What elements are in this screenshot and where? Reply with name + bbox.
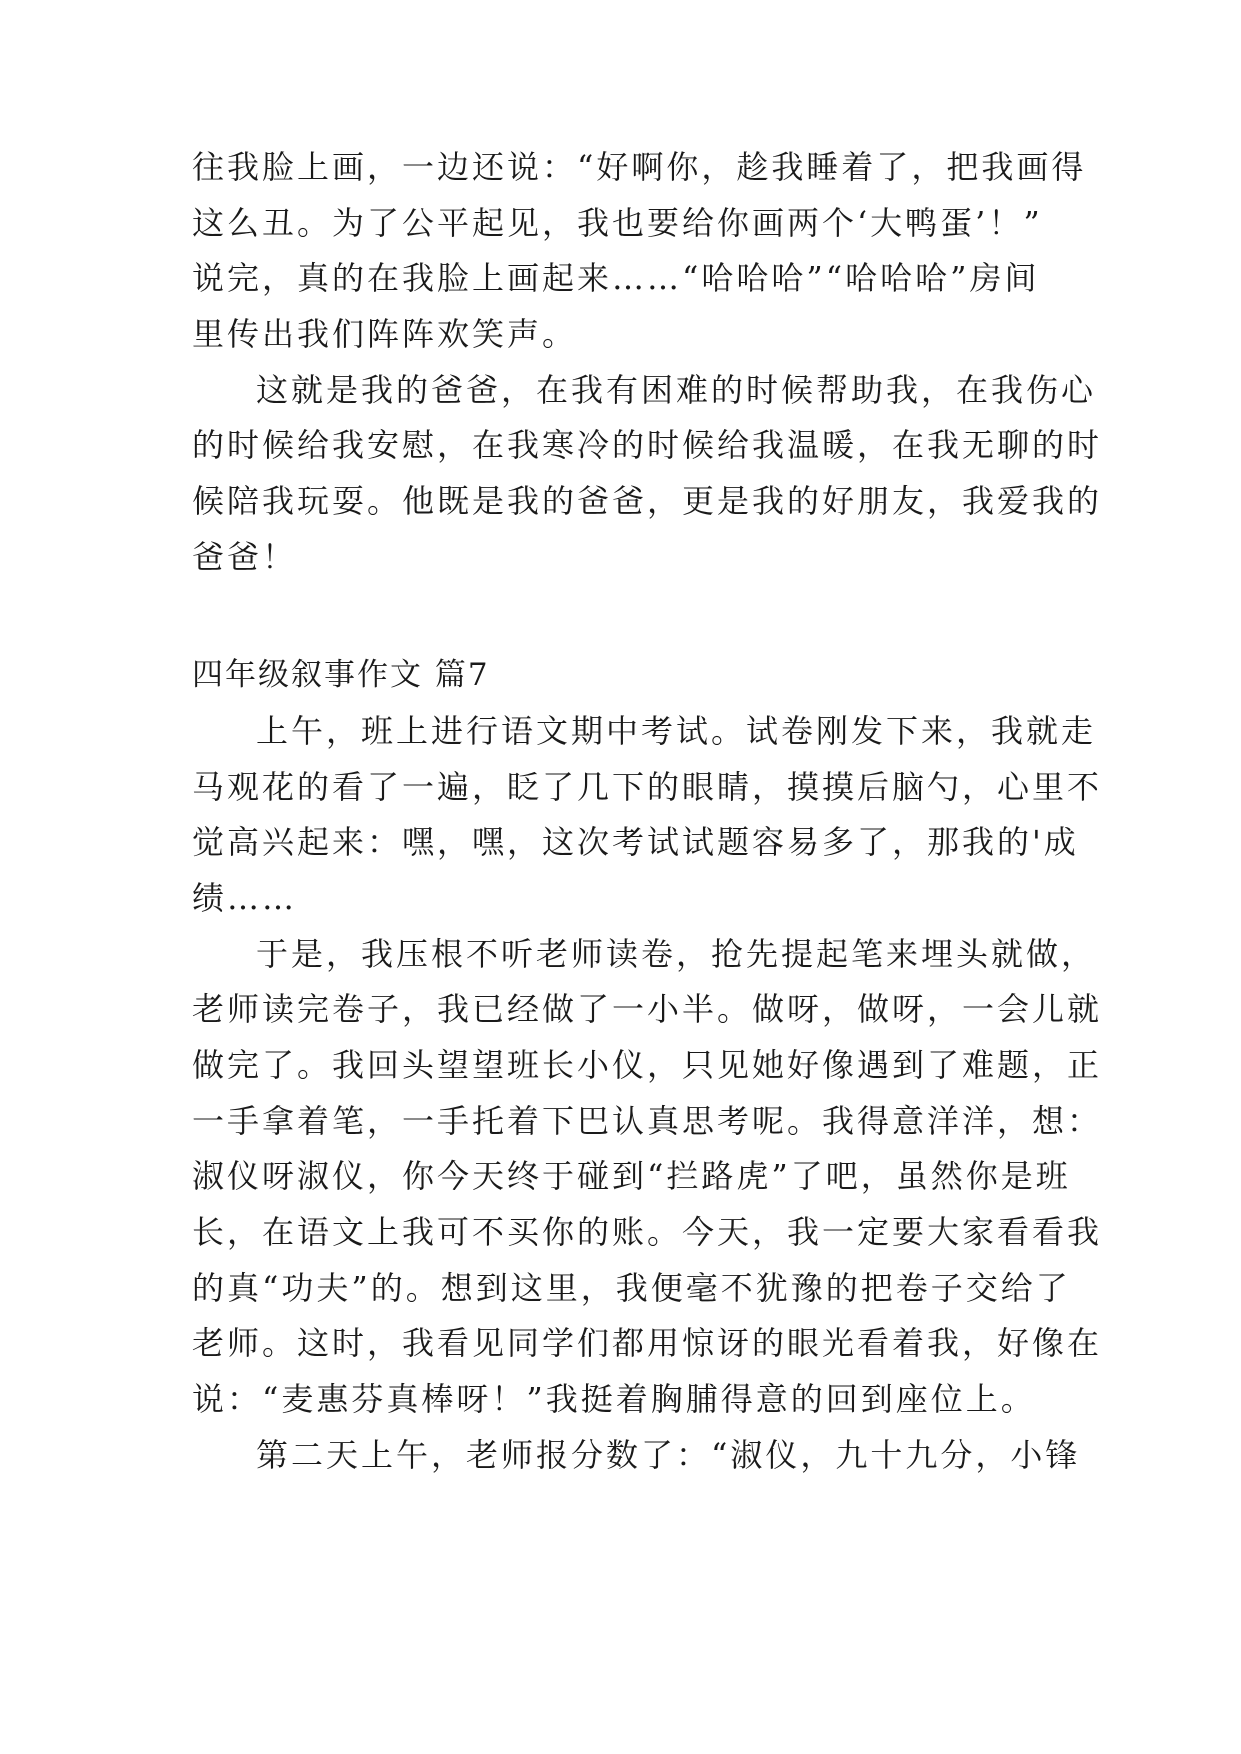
section-heading: 四年级叙事作文 篇7 [192,657,490,693]
text-line: 爸爸！ [192,538,298,576]
text-line: 长，在语文上我可不买你的账。今天，我一定要大家看看我 [192,1213,1103,1251]
text-line: 于是，我压根不听老师读卷，抢先提起笔来埋头就做， [256,935,1097,973]
text-line: 说：“麦惠芬真棒呀！”我挺着胸脯得意的回到座位上。 [192,1380,1036,1418]
text-line: 这么丑。为了公平起见，我也要给你画两个‘大鸭蛋’！” [192,204,1043,242]
text-line: 做完了。我回头望望班长小仪，只见她好像遇到了难题，正 [192,1046,1103,1084]
text-line: 上午，班上进行语文期中考试。试卷刚发下来，我就走 [256,712,1097,750]
text-line: 往我脸上画，一边还说：“好啊你，趁我睡着了，把我画得 [192,148,1087,186]
text-line: 的真“功夫”的。想到这里，我便毫不犹豫的把卷子交给了 [192,1269,1071,1307]
text-line: 觉高兴起来：嘿，嘿，这次考试试题容易多了，那我的'成 [192,823,1079,861]
text-line: 绩…… [192,879,298,917]
text-line: 的时候给我安慰，在我寒冷的时候给我温暖，在我无聊的时 [192,426,1103,464]
text-line: 老师读完卷子，我已经做了一小半。做呀，做呀，一会儿就 [192,990,1103,1028]
text-line: 说完，真的在我脸上画起来……“哈哈哈”“哈哈哈”房间 [192,259,1040,297]
text-line: 候陪我玩耍。他既是我的爸爸，更是我的好朋友，我爱我的 [192,482,1103,520]
text-line: 这就是我的爸爸，在我有困难的时候帮助我，在我伤心 [256,371,1097,409]
text-line: 马观花的看了一遍，眨了几下的眼睛，摸摸后脑勺，心里不 [192,768,1103,806]
text-line: 第二天上午，老师报分数了：“淑仪，九十九分，小锋 [256,1436,1081,1474]
text-line: 一手拿着笔，一手托着下巴认真思考呢。我得意洋洋，想： [192,1102,1103,1140]
text-line: 里传出我们阵阵欢笑声。 [192,315,578,353]
text-line: 淑仪呀淑仪，你今天终于碰到“拦路虎”了吧，虽然你是班 [192,1157,1071,1195]
text-line: 老师。这时，我看见同学们都用惊讶的眼光看着我，好像在 [192,1324,1103,1362]
